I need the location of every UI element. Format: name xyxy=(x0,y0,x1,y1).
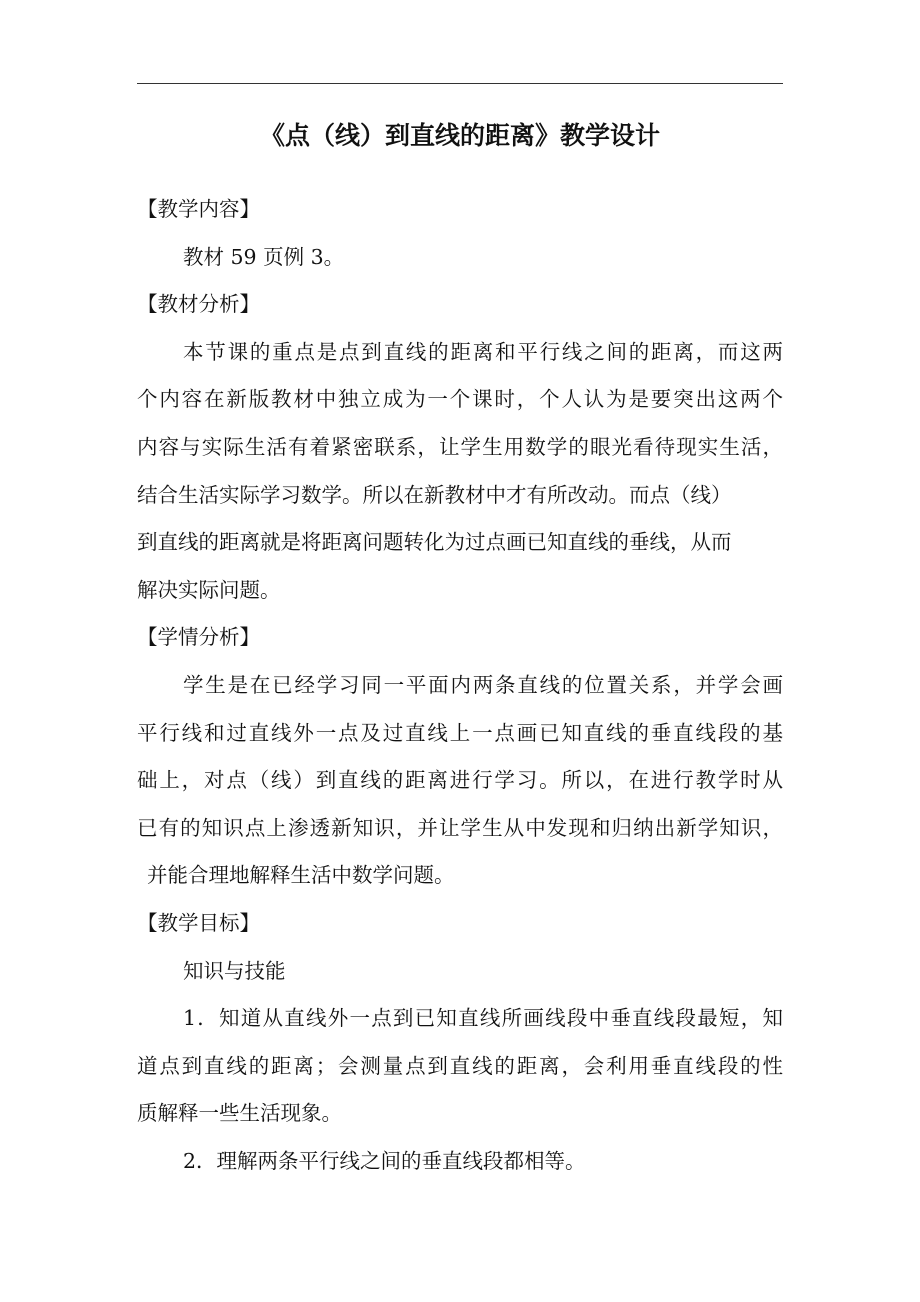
list-item-line: 2．理解两条平行线之间的垂直线段都相等。 xyxy=(183,1148,586,1173)
paragraph-line: 教材 59 页例 3。 xyxy=(183,244,345,269)
paragraph-line: 已有的知识点上渗透新知识，并让学生从中发现和归纳出新学知识， xyxy=(137,815,783,840)
paragraph-line: 础上，对点（线）到直线的距离进行学习。所以，在进行教学时从 xyxy=(137,768,783,793)
section-heading-analysis: 【教材分析】 xyxy=(137,292,260,317)
paragraph-line: 本节课的重点是点到直线的距离和平行线之间的距离，而这两 xyxy=(183,339,783,364)
section-heading-objectives: 【教学目标】 xyxy=(137,910,260,935)
header-rule xyxy=(137,83,783,84)
paragraph-line: 平行线和过直线外一点及过直线上一点画已知直线的垂直线段的基 xyxy=(137,720,783,745)
paragraph-line: 到直线的距离就是将距离问题转化为过点画已知直线的垂线，从而 xyxy=(137,530,732,555)
paragraph-line: 学生是在已经学习同一平面内两条直线的位置关系，并学会画 xyxy=(183,672,783,697)
paragraph-line: 结合生活实际学习数学。所以在新教材中才有所改动。而点（线） xyxy=(137,482,732,507)
list-item-line: 1．知道从直线外一点到已知直线所画线段中垂直线段最短，知 xyxy=(183,1006,783,1031)
paragraph-line: 个内容在新版教材中独立成为一个课时，个人认为是要突出这两个 xyxy=(137,387,783,412)
section-heading-content: 【教学内容】 xyxy=(137,197,260,221)
paragraph-line: 内容与实际生活有着紧密联系，让学生用数学的眼光看待现实生活， xyxy=(137,434,783,459)
list-item-line: 质解释一些生活现象。 xyxy=(137,1101,342,1126)
paragraph-line: 并能合理地解释生活中数学问题。 xyxy=(147,863,455,888)
document-title: 《点（线）到直线的距离》教学设计 xyxy=(259,121,660,150)
list-item-line: 道点到直线的距离；会测量点到直线的距离，会利用垂直线段的性 xyxy=(137,1053,783,1078)
paragraph-line: 解决实际问题。 xyxy=(137,577,281,602)
document-body xyxy=(137,186,783,1185)
section-heading-students: 【学情分析】 xyxy=(137,625,260,650)
subheading-knowledge-skills: 知识与技能 xyxy=(183,958,286,983)
